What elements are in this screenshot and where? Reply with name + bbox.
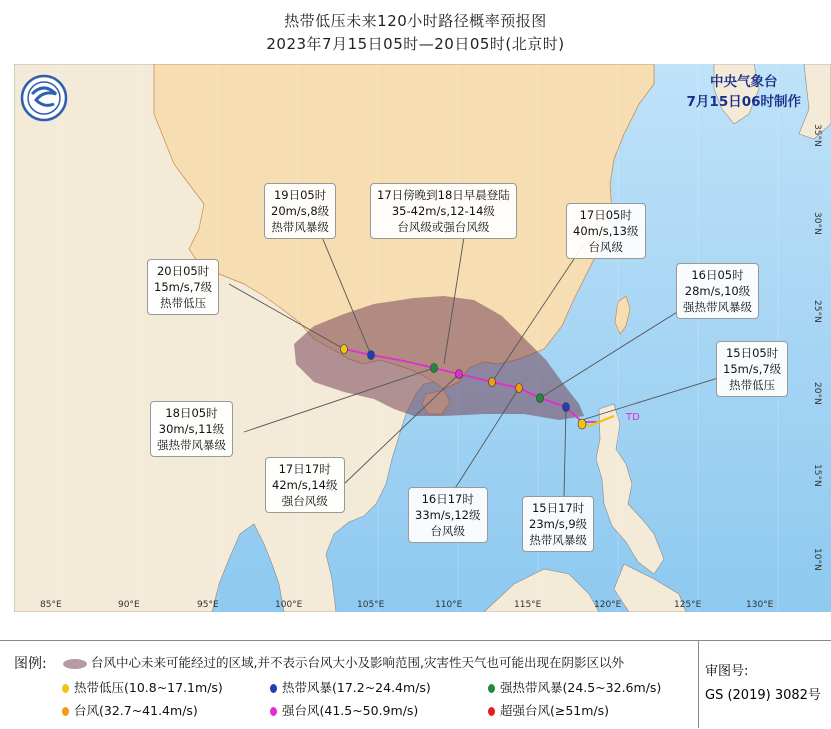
label-15-17: 15日17时 23m/s,9级 热带风暴级 — [522, 496, 594, 552]
lon-tick-125: 125°E — [674, 600, 702, 610]
lon-tick-95: 95°E — [197, 600, 219, 610]
map-title: 热带低压未来120小时路径概率预报图 — [284, 12, 547, 30]
lat-tick-15: 15°N — [812, 464, 822, 487]
label-17-17: 17日17时 42m/s,14级 强台风级 — [265, 457, 345, 513]
lon-tick-120: 120°E — [594, 600, 622, 610]
track-point-16-17 — [516, 384, 523, 393]
approval-block — [698, 640, 831, 728]
lon-tick-105: 105°E — [357, 600, 385, 610]
lat-tick-30: 30°N — [812, 212, 822, 235]
track-point-15-05 — [578, 419, 586, 429]
lon-tick-130: 130°E — [746, 600, 774, 610]
label-15-05: 15日05时 15m/s,7级 热带低压 — [716, 341, 788, 397]
track-point-17-17 — [456, 370, 463, 379]
lat-tick-20: 20°N — [812, 382, 822, 405]
lat-tick-10: 10°N — [812, 548, 822, 571]
legend-dot-blue — [270, 684, 277, 693]
legend-item-td: 热带低压(10.8~17.1m/s) — [62, 678, 223, 696]
issuer-name: 中央气象台 — [710, 74, 778, 90]
lat-tick-35: 35°N — [812, 124, 822, 147]
legend-cone-text: 台风中心未来可能经过的区域,并不表示台风大小及影响范围,灾害性天气也可能出现在阴影区以外 — [91, 655, 624, 670]
legend-item-ts: 热带风暴(17.2~24.4m/s) — [270, 678, 431, 696]
lon-tick-115: 115°E — [514, 600, 542, 610]
label-16-05: 16日05时 28m/s,10级 强热带风暴级 — [676, 263, 759, 319]
legend-item-sty: 强台风(41.5~50.9m/s) — [270, 701, 418, 719]
legend-dot-yellow — [62, 684, 69, 693]
approval-label: 审图号: — [705, 664, 749, 679]
issuer-block — [687, 72, 801, 112]
legend-dot-green — [488, 684, 495, 693]
legend-cone — [62, 653, 624, 671]
label-20-05: 20日05时 15m/s,7级 热带低压 — [147, 259, 219, 315]
legend-item-ty: 台风(32.7~41.4m/s) — [62, 701, 198, 719]
legend-dot-orange — [62, 707, 69, 716]
cma-logo — [22, 76, 66, 120]
track-point-17-05 — [489, 378, 496, 387]
approval-number: GS (2019) 3082号 — [705, 688, 821, 703]
lon-tick-110: 110°E — [435, 600, 463, 610]
track-point-15-17 — [563, 403, 570, 412]
label-17-05: 17日05时 40m/s,13级 台风级 — [566, 203, 646, 259]
td-marker-label: TD — [626, 412, 640, 423]
legend-title: 图例: — [14, 656, 47, 672]
label-landfall: 17日傍晚到18日早晨登陆 35-42m/s,12-14级 台风级或强台风级 — [370, 183, 517, 239]
label-19-05: 19日05时 20m/s,8级 热带风暴级 — [264, 183, 336, 239]
lon-tick-90: 90°E — [118, 600, 140, 610]
track-point-19-05 — [368, 351, 375, 360]
track-point-18-05 — [431, 364, 438, 373]
lon-tick-85: 85°E — [40, 600, 62, 610]
legend-item-sts: 强热带风暴(24.5~32.6m/s) — [488, 678, 661, 696]
map-subtitle: 2023年7月15日05时—20日05时(北京时) — [266, 35, 565, 53]
lon-tick-100: 100°E — [275, 600, 303, 610]
legend-dot-magenta — [270, 707, 277, 716]
label-16-17: 16日17时 33m/s,12级 台风级 — [408, 487, 488, 543]
cone-swatch — [62, 658, 88, 670]
track-point-20-05 — [341, 345, 348, 354]
lat-tick-25: 25°N — [812, 300, 822, 323]
label-18-05: 18日05时 30m/s,11级 强热带风暴级 — [150, 401, 233, 457]
legend-dot-red — [488, 707, 495, 716]
legend-item-super-ty: 超强台风(≥51m/s) — [488, 701, 609, 719]
track-point-16-05 — [537, 394, 544, 403]
issuer-time: 7月15日06时制作 — [686, 94, 801, 110]
